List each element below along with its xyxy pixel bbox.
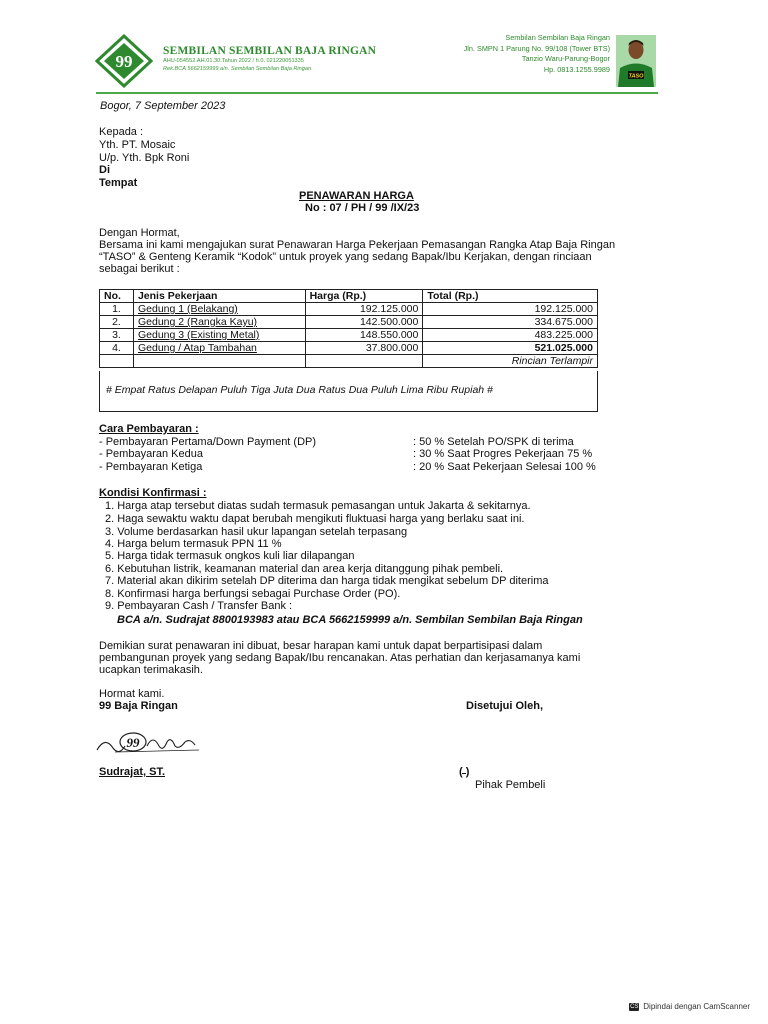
payment-label: - Pembayaran Ketiga <box>99 461 203 473</box>
amount-in-words-box <box>99 371 598 412</box>
row-price: 37.800.000 <box>305 342 423 355</box>
row-item: Gedung 2 (Rangka Kayu) <box>133 316 305 329</box>
payment-value: : 30 % Saat Progres Pekerjaan 75 % <box>413 448 593 460</box>
shirt-text: TASO <box>628 73 644 80</box>
table-note-row <box>100 355 598 368</box>
row-total-grand: 521.025.000 <box>423 342 598 355</box>
letter-number: No : 07 / PH / 99 /IX/23 <box>305 202 420 214</box>
payment-label: - Pembayaran Pertama/Down Payment (DP) <box>99 436 317 448</box>
condition-item: 2. Haga sewaktu waktu dapat berubah mengikuti fluktuasi harga yang berlaku saat ini. <box>105 513 525 525</box>
payment-value: : 50 % Setelah PO/SPK di terima <box>413 436 574 448</box>
col-header-price: Harga (Rp.) <box>305 290 423 303</box>
logo-text: 99 <box>115 52 133 71</box>
camscanner-icon: CS <box>630 1003 639 1010</box>
condition-item: 9. Pembayaran Cash / Transfer Bank : <box>105 600 293 612</box>
letter-title: PENAWARAN HARGA <box>299 190 414 202</box>
closing-line: pembangunan proyek yang sedang Bapak/Ibu rencanakan. Atas perhatian dan kerjasamanya kami <box>99 652 581 664</box>
payment-heading: Cara Pembayaran : <box>99 423 199 435</box>
signature <box>95 728 205 760</box>
row-price: 192.125.000 <box>305 303 423 316</box>
closing-line: Demikian surat penawaran ini dibuat, besar harapan kami untuk dapat berpartisipasi dalam <box>99 640 543 652</box>
condition-item: 5. Harga tidak termasuk ongkos kuli liar dilapangan <box>105 550 355 562</box>
recipient-person: U/p. Yth. Bpk Roni <box>99 152 190 164</box>
table-row <box>100 316 598 329</box>
col-header-no: No. <box>100 290 134 303</box>
company-logo <box>95 34 153 88</box>
condition-item: 8. Konfirmasi harga berfungsi sebagai Purchase Order (PO). <box>105 588 401 600</box>
intro-line: sebagai berikut : <box>99 263 180 275</box>
company-name: SEMBILAN SEMBILAN BAJA RINGAN <box>163 45 377 57</box>
table-row <box>100 303 598 316</box>
recipient-place: Tempat <box>99 177 138 189</box>
buyer-signature-blank: ( ) <box>459 766 470 778</box>
row-no: 4. <box>100 342 134 355</box>
company-registration: AHU-054552.AH.01.30.Tahun 2022 / h.0. 021220051335 <box>163 58 304 64</box>
address-line: Sembilan Sembilan Baja Ringan <box>505 33 610 42</box>
camscanner-badge <box>629 1002 750 1011</box>
sender-company: 99 Baja Ringan <box>99 700 178 712</box>
table-header-row <box>100 290 598 303</box>
header-divider <box>96 92 658 94</box>
intro-line: “TASO” & Genteng Keramik “Kodok” untuk proyek yang sedang Bapak/Ibu Kerjakan, dengan rinciaan <box>99 251 592 263</box>
condition-item: 7. Material akan dikirim setelah DP diterima dan harga tidak mengikat sebelum DP diterima <box>105 575 549 587</box>
row-item: Gedung 3 (Existing Metal) <box>133 329 305 342</box>
intro-line: Bersama ini kami mengajukan surat Penawaran Harga Pekerjaan Pemasangan Rangka Atap Baja Ringan <box>99 239 616 251</box>
buyer-label: Pihak Pembeli <box>475 779 546 791</box>
recipient-label: Kepada : <box>99 126 144 138</box>
condition-item: 3. Volume berdasarkan hasil ukur lapangan setelah terpasang <box>105 526 408 538</box>
camscanner-text: Dipindai dengan CamScanner <box>643 1002 750 1011</box>
row-no: 1. <box>100 303 134 316</box>
col-header-item: Jenis Pekerjaan <box>133 290 305 303</box>
recipient-di: Di <box>99 164 110 176</box>
row-no: 3. <box>100 329 134 342</box>
greeting: Dengan Hormat, <box>99 227 180 239</box>
price-table <box>99 289 598 368</box>
recipient-company: Yth. PT. Mosaic <box>99 139 176 151</box>
bank-details: BCA a/n. Sudrajat 8800193983 atau BCA 5662159999 a/n. Sembilan Sembilan Baja Ringan <box>117 614 583 626</box>
row-total: 334.675.000 <box>423 316 598 329</box>
company-bank-account: Rek.BCA 5662159999 a/n. Sembilan Sembilan Baja Ringan <box>163 66 312 72</box>
place-date: Bogor, 7 September 2023 <box>100 100 226 112</box>
address-line: Hp. 0813.1255.9989 <box>543 64 610 74</box>
company-address-block <box>464 33 610 75</box>
row-item: Gedung / Atap Tambahan <box>133 342 305 355</box>
row-no: 2. <box>100 316 134 329</box>
condition-item: 1. Harga atap tersebut diatas sudah termasuk pemasangan untuk Jakarta & sekitarnya. <box>105 500 531 512</box>
payment-label: - Pembayaran Kedua <box>99 448 203 460</box>
condition-item: 4. Harga belum termasuk PPN 11 % <box>105 538 282 550</box>
row-item: Gedung 1 (Belakang) <box>133 303 305 316</box>
table-row <box>100 329 598 342</box>
signature-mark: 99 <box>126 735 140 750</box>
regards: Hormat kami. <box>99 688 165 700</box>
col-header-total: Total (Rp.) <box>423 290 598 303</box>
table-row <box>100 342 598 355</box>
conditions-heading: Kondisi Konfirmasi : <box>99 487 207 499</box>
row-price: 148.550.000 <box>305 329 423 342</box>
owner-photo <box>616 35 656 87</box>
row-total: 483.225.000 <box>423 329 598 342</box>
address-line: Jln. SMPN 1 Parung No. 99/108 (Tower BTS) <box>463 43 610 53</box>
row-price: 142.500.000 <box>305 316 423 329</box>
row-total: 192.125.000 <box>423 303 598 316</box>
closing-line: ucapkan terimakasih. <box>99 664 203 676</box>
table-note: Rincian Terlampir <box>423 355 598 368</box>
payment-value: : 20 % Saat Pekerjaan Selesai 100 % <box>413 461 596 473</box>
condition-item: 6. Kebutuhan listrik, keamanan material dan area kerja ditanggung pihak pembeli. <box>105 563 504 575</box>
signer-name: Sudrajat, ST. <box>99 766 166 778</box>
amount-in-words: # Empat Ratus Delapan Puluh Tiga Juta Dua Ratus Dua Puluh Lima Ribu Rupiah # <box>106 384 493 396</box>
approved-label: Disetujui Oleh, <box>466 700 544 712</box>
address-line: Tanzio Waru-Parung-Bogor <box>521 54 610 63</box>
